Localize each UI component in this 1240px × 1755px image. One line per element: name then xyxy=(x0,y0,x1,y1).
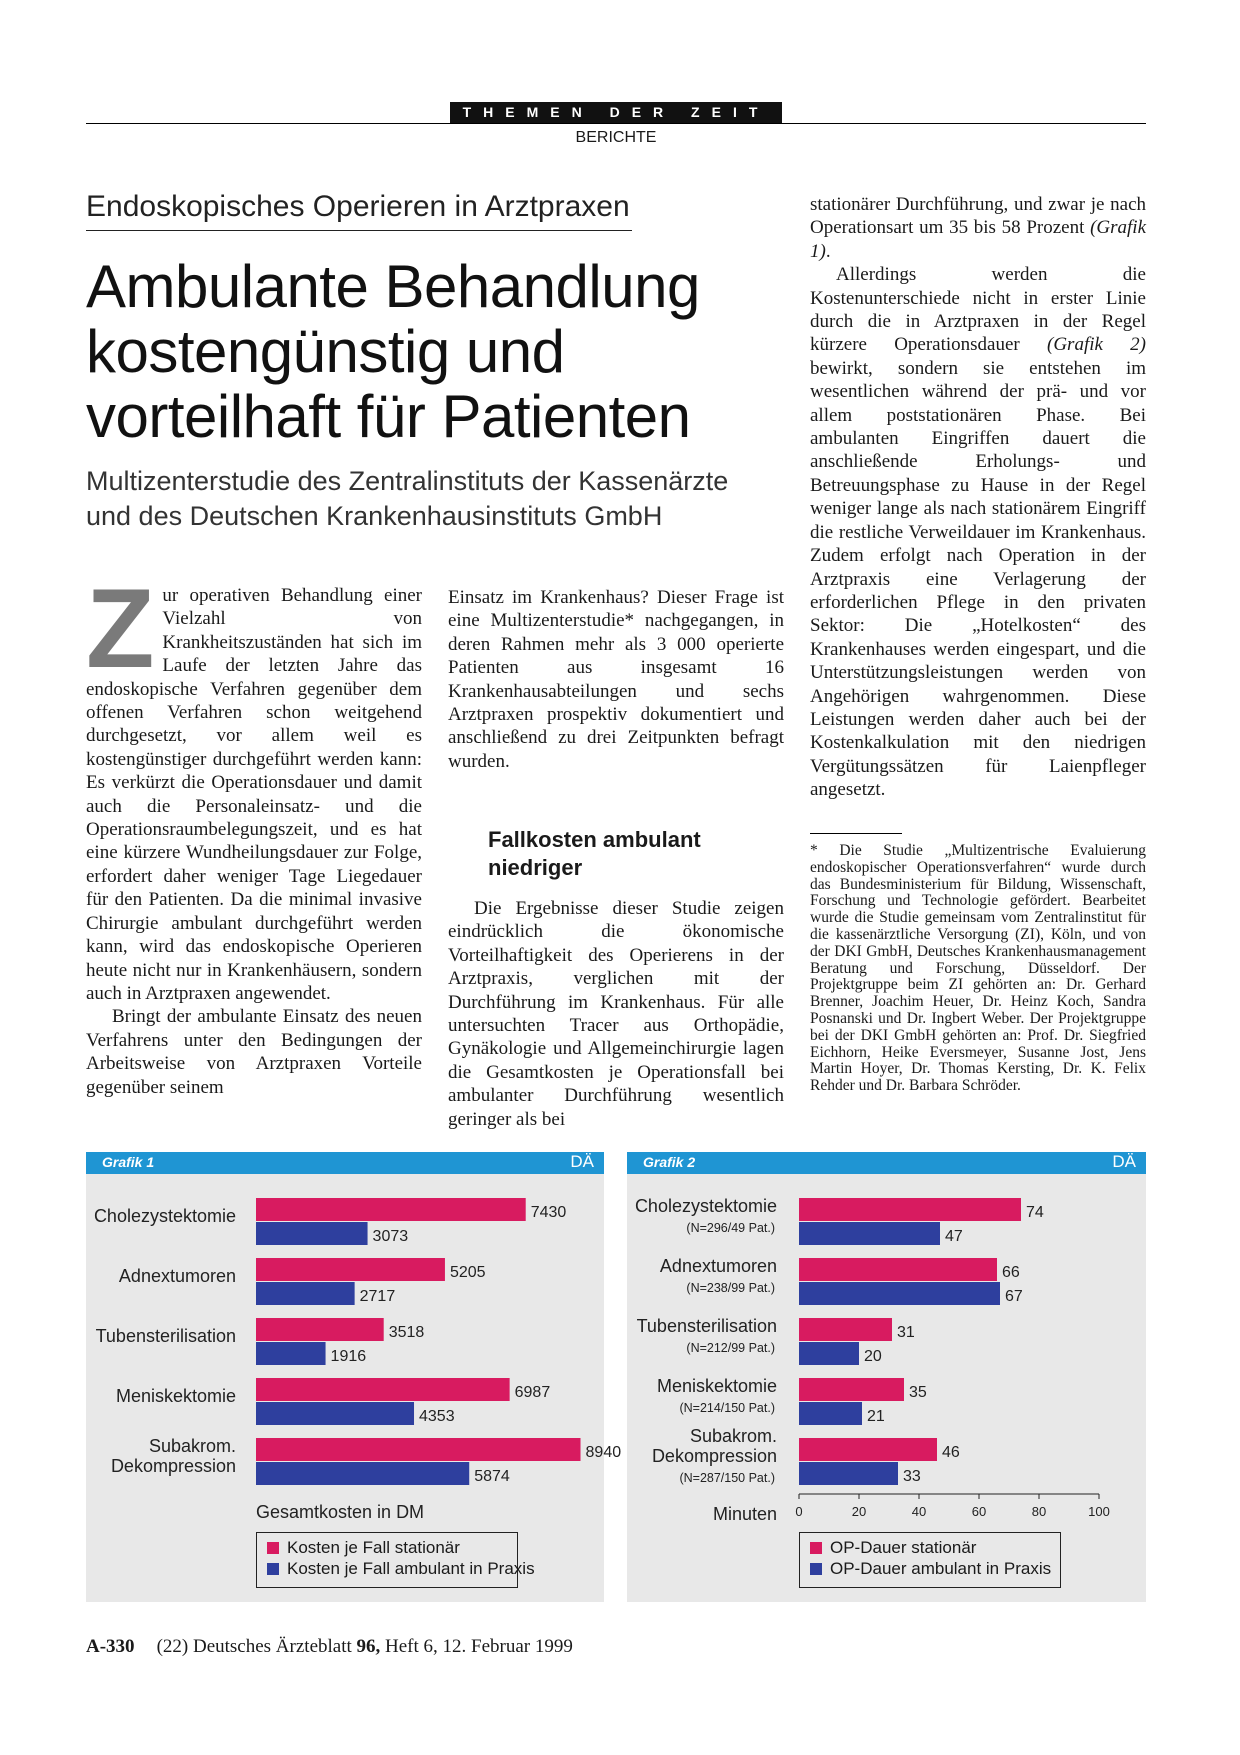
legend-swatch-ambulant xyxy=(810,1563,822,1575)
legend-swatch-stationaer xyxy=(810,1542,822,1554)
bar-ambulant xyxy=(256,1282,355,1305)
category-label: Meniskektomie xyxy=(115,1386,236,1406)
category-label: Cholezystektomie xyxy=(93,1206,236,1226)
bar-stationaer xyxy=(799,1318,892,1341)
article-headline: Ambulante Behandlung kostengünstig und vorteilhaft für Patienten xyxy=(86,253,700,450)
category-label: Adnextumoren xyxy=(659,1256,777,1276)
x-axis-title: Gesamtkosten in DM xyxy=(256,1502,425,1522)
bar-ambulant xyxy=(799,1282,1000,1305)
x-tick-label: 100 xyxy=(1088,1504,1110,1519)
category-label: Dekompression xyxy=(651,1446,777,1466)
section-subhead: Fallkosten ambulant niedriger xyxy=(488,827,701,880)
section-banner: THEMEN DER ZEIT xyxy=(450,102,782,123)
figure-reference: (Grafik 2) xyxy=(1047,334,1146,356)
data-label: 5874 xyxy=(474,1468,510,1485)
x-tick-label: 60 xyxy=(971,1504,987,1519)
data-label: 5205 xyxy=(449,1264,486,1281)
paragraph: Einsatz im Krankenhaus? Dieser Frage ist eine Multizenterstudie* nachgegangen, in deren Rahmen mehr als 3 000 operierte Patienten aus insgesamt 16 Krankenhausabteilungen und sechs Arztpraxen prospektiv dokumentiert und anschließend zu drei Zeitpunkten befragt wurden. xyxy=(448,587,784,772)
paragraph: Allerdings werden die Kostenunterschiede nicht in erster Linie durch die in Arztpraxen in der Regel kürzere Operationsdauer (Grafik 2) bewirkt, sondern sie entstehen im wesentlichen während der prä- und vor allem poststationären Phase. Bei ambulanten Eingriffen dauert die anschließende Erholungs- und Betreuungsphase zu Hause in der Regel weniger lange als nach stationärem Eingriff die restliche Verweildauer im Krankenhaus. Zudem erfolgt nach Operation in der Arztpraxis eine Verlagerung der erforderlichen Pflege in den privaten Sektor: Die „Hotelkosten“ des Krankenhauses werden eingespart, und die Unterstützungsleistungen werden von Angehörigen wahrgenommen. Diese Leistungen werden daher auch bei der Kostenkalkulation mit den niedrigen Vergütungssätzen für Laienpfleger angesetzt. xyxy=(810,264,1146,801)
paragraph: ur operativen Behandlung einer Vielzahl von Krankheitszuständen hat sich im Laufe der letzten Jahre das endoskopische Verfahren gegenüber dem offenen Verfahren schon weitgehend durchgesetzt, vor allem weil es kostengünstiger durchgeführt werden kann: Es verkürzt die Operationsdauer und damit auch die Personaleinsatz- und die Operationsraumbelegungszeit, und es hat eine kürzere Wundheilungsdauer zur Folge, erfordert daher weniger Tage Liegedauer für den Patienten. Da die minimal invasive Chirurgie ambulant durchgeführt werden kann, wird das endoskopische Operieren heute nicht nur in Krankenhäusern, sondern auch in Arztpraxen angewendet. xyxy=(86,585,422,1004)
data-label: 4353 xyxy=(419,1408,455,1425)
data-label: 2717 xyxy=(359,1288,396,1305)
text-column-3 xyxy=(810,193,1146,802)
category-label: Dekompression xyxy=(110,1456,236,1476)
page-number: A-330 xyxy=(86,1636,135,1657)
data-label: 67 xyxy=(1005,1288,1023,1305)
bar-ambulant xyxy=(256,1462,469,1485)
publisher-badge: DÄ xyxy=(1112,1152,1136,1171)
category-label: Adnextumoren xyxy=(118,1266,236,1286)
category-sublabel: (N=214/150 Pat.) xyxy=(679,1401,775,1415)
volume: 96, xyxy=(356,1636,381,1657)
bar-stationaer xyxy=(256,1438,581,1461)
legend-item: Kosten je Fall stationär xyxy=(257,1537,517,1558)
bar-ambulant xyxy=(256,1222,368,1245)
chart-grafik-2 xyxy=(627,1152,1146,1602)
bar-ambulant xyxy=(799,1402,862,1425)
data-label: 3073 xyxy=(372,1228,409,1245)
text-column-2-continued xyxy=(448,897,784,1131)
chart-header xyxy=(627,1152,1146,1174)
subsection-label: BERICHTE xyxy=(575,129,657,146)
data-label: 66 xyxy=(1002,1264,1020,1281)
text-column-2 xyxy=(448,586,784,773)
x-tick-label: 20 xyxy=(851,1504,867,1519)
bar-ambulant xyxy=(256,1342,326,1365)
data-label: 47 xyxy=(945,1228,963,1245)
x-tick-label: 40 xyxy=(911,1504,927,1519)
legend-item: OP-Dauer stationär xyxy=(800,1537,1060,1558)
article-kicker: Endoskopisches Operieren in Arztpraxen xyxy=(86,190,632,231)
legend-swatch-stationaer xyxy=(267,1542,279,1554)
text-column-1 xyxy=(86,566,422,1099)
bar-stationaer xyxy=(256,1198,526,1221)
bar-stationaer xyxy=(256,1378,510,1401)
chart-legend xyxy=(799,1532,1061,1588)
data-label: 35 xyxy=(909,1384,927,1401)
category-sublabel: (N=287/150 Pat.) xyxy=(679,1471,775,1485)
data-label: 74 xyxy=(1026,1204,1044,1221)
footnote: * Die Studie „Multizentrische Evaluierung endoskopischer Operationsverfahren“ wurde durch das Bundesministerium für Bildung, Wissenschaft, Forschung und Technologie gefördert. Bearbeitet wurde die Studie gemeinsam vom Zentralinstitut für die kassenärztliche Versorgung (ZI), Köln, und von der DKI GmbH, Deutsches Krankenhausmanagement Beratung und Forschung, Düsseldorf. Der Projektgruppe beim ZI gehörten an: Dr. Gerhard Brenner, Joachim Heuer, Dr. Heinz Koch, Sandra Posnanski und Dr. Ingbert Weber. Der Projektgruppe bei der DKI GmbH gehörten an: Prof. Dr. Siegfried Eichhorn, Heike Eversmeyer, Susanne Jost, Jens Martin Hoyer, Dr. Thomas Kersting, Dr. K. Felix Rehder und Dr. Barbara Schröder. xyxy=(810,842,1146,1095)
category-label: Tubensterilisation xyxy=(636,1316,777,1336)
citation: (22) Deutsches Ärzteblatt xyxy=(156,1636,357,1657)
data-label: 33 xyxy=(903,1468,921,1485)
category-label: Meniskektomie xyxy=(656,1376,777,1396)
data-label: 21 xyxy=(867,1408,885,1425)
bar-ambulant xyxy=(256,1402,414,1425)
legend-item: OP-Dauer ambulant in Praxis xyxy=(800,1558,1060,1579)
paragraph: Die Ergebnisse dieser Studie zeigen eindrücklich die ökonomische Vorteilhaftigkeit des Operierens in der Arztpraxis, verglichen mit der Durchführung im Krankenhaus. Für alle untersuchten Tracer aus Orthopädie, Gynäkologie und Allgemeinchirurgie lagen die Gesamtkosten je Operationsfall bei ambulanter Durchführung wesentlich geringer als bei xyxy=(448,898,784,1130)
page-footer xyxy=(86,1636,573,1658)
category-sublabel: (N=296/49 Pat.) xyxy=(686,1221,775,1235)
bar-stationaer xyxy=(256,1318,384,1341)
bar-stationaer xyxy=(799,1438,937,1461)
paragraph: Bringt der ambulante Einsatz des neuen Verfahrens unter den Bedingungen der Arbeitsweise von Arztpraxen Vorteile gegenüber seinem xyxy=(86,1006,422,1098)
bar-ambulant xyxy=(799,1222,940,1245)
chart-title: Grafik 1 xyxy=(102,1154,155,1170)
category-sublabel: (N=212/99 Pat.) xyxy=(686,1341,775,1355)
data-label: 8940 xyxy=(585,1444,622,1461)
category-label: Cholezystektomie xyxy=(634,1196,777,1216)
category-label: Subakrom. xyxy=(689,1426,777,1446)
publisher-badge: DÄ xyxy=(570,1152,594,1171)
footnote-rule xyxy=(810,833,902,834)
chart-title: Grafik 2 xyxy=(643,1154,696,1170)
bar-stationaer xyxy=(256,1258,445,1281)
paragraph: stationärer Durchführung, und zwar je nach Operationsart um 35 bis 58 Prozent (Grafik 1). xyxy=(810,194,1146,262)
legend-item: Kosten je Fall ambulant in Praxis xyxy=(257,1558,517,1579)
citation-issue: Heft 6, 12. Februar 1999 xyxy=(380,1636,573,1657)
data-label: 3518 xyxy=(388,1324,425,1341)
bar-ambulant xyxy=(799,1342,859,1365)
x-axis-title: Minuten xyxy=(712,1504,777,1524)
category-label: Tubensterilisation xyxy=(95,1326,236,1346)
bar-stationaer xyxy=(799,1378,904,1401)
bar-ambulant xyxy=(799,1462,898,1485)
data-label: 7430 xyxy=(530,1204,567,1221)
chart-legend xyxy=(256,1532,535,1588)
chart-header xyxy=(86,1152,604,1174)
chart-grafik-1 xyxy=(86,1152,622,1602)
category-sublabel: (N=238/99 Pat.) xyxy=(686,1281,775,1295)
header-rule xyxy=(86,123,1146,124)
drop-cap: Z xyxy=(86,566,155,691)
article-subtitle: Multizenterstudie des Zentralinstituts der Kassenärzte und des Deutschen Krankenhausinstituts GmbH xyxy=(86,466,729,531)
category-label: Subakrom. xyxy=(148,1436,236,1456)
bar-stationaer xyxy=(799,1258,997,1281)
figure-reference: (Grafik 1) xyxy=(810,217,1146,262)
data-label: 46 xyxy=(942,1444,960,1461)
x-tick-label: 0 xyxy=(795,1504,803,1519)
x-tick-label: 80 xyxy=(1031,1504,1047,1519)
data-label: 31 xyxy=(897,1324,915,1341)
legend-swatch-ambulant xyxy=(267,1563,279,1575)
data-label: 20 xyxy=(864,1348,882,1365)
data-label: 1916 xyxy=(330,1348,367,1365)
bar-stationaer xyxy=(799,1198,1021,1221)
data-label: 6987 xyxy=(514,1384,551,1401)
